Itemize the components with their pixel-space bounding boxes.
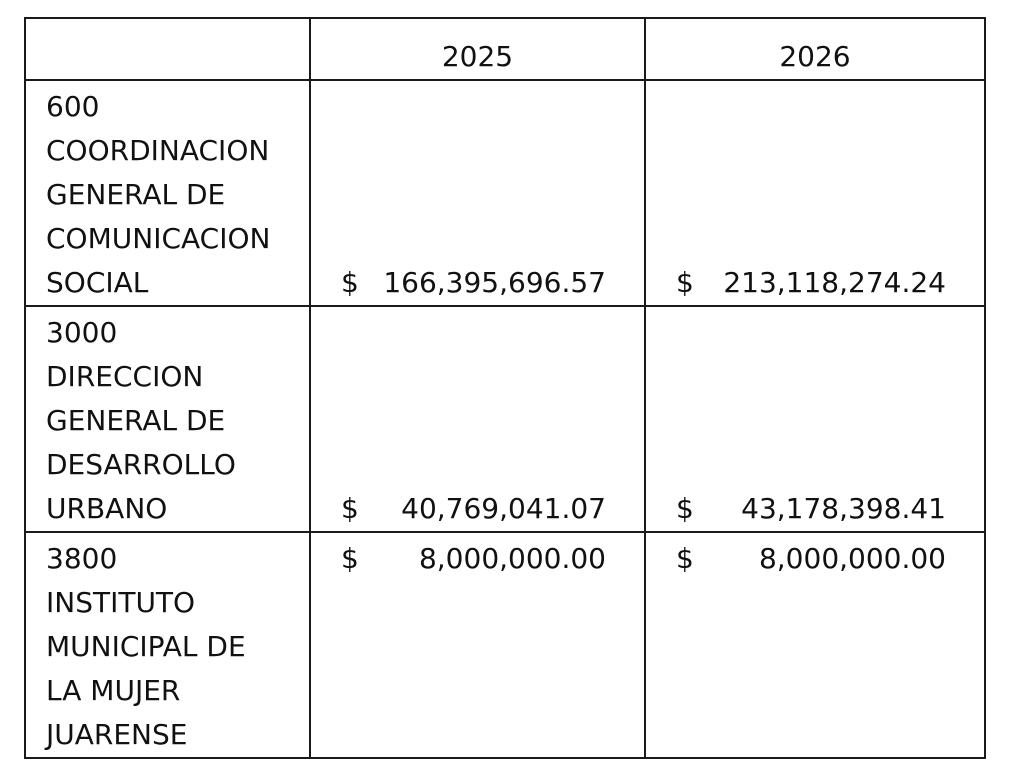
row-label-line: MUNICIPAL DE <box>46 630 246 663</box>
row-label-line: GENERAL DE <box>46 404 226 437</box>
amount <box>646 261 984 305</box>
row-label-line: DESARROLLO <box>46 448 236 481</box>
amount-value: 40,769,041.07 <box>401 492 606 525</box>
row-label-line: 600 <box>46 90 100 123</box>
row-label-line: 3000 <box>46 316 118 349</box>
amount <box>311 537 644 581</box>
row-label-line: LA MUJER <box>46 674 181 707</box>
amount-cell-2025 <box>310 80 645 306</box>
row-label-line: URBANO <box>46 492 168 525</box>
row-label <box>25 80 310 306</box>
header-row <box>25 18 985 80</box>
table-row <box>25 80 985 306</box>
amount-cell-2026 <box>645 532 985 758</box>
amount-cell-2026 <box>645 306 985 532</box>
row-label <box>25 532 310 758</box>
amount <box>311 487 644 531</box>
amount-value: 43,178,398.41 <box>741 492 946 525</box>
amount <box>646 487 984 531</box>
currency-symbol: $ <box>676 542 694 575</box>
amount-value: 166,395,696.57 <box>383 266 606 299</box>
currency-symbol: $ <box>676 492 694 525</box>
currency-symbol: $ <box>676 266 694 299</box>
currency-symbol: $ <box>341 266 359 299</box>
currency-symbol: $ <box>341 492 359 525</box>
header-year-2026: 2026 <box>645 18 985 80</box>
row-label-line: 3800 <box>46 542 118 575</box>
currency-symbol: $ <box>341 542 359 575</box>
row-label-line: SOCIAL <box>46 266 149 299</box>
budget-table <box>24 17 986 759</box>
row-label-line: INSTITUTO <box>46 586 196 619</box>
amount <box>311 261 644 305</box>
table-row <box>25 306 985 532</box>
amount-cell-2025 <box>310 306 645 532</box>
amount-cell-2025 <box>310 532 645 758</box>
row-label <box>25 306 310 532</box>
row-label-line: COMUNICACION <box>46 222 271 255</box>
table-row <box>25 532 985 758</box>
header-year-2025: 2025 <box>310 18 645 80</box>
header-label-cell <box>25 18 310 80</box>
row-label-line: GENERAL DE <box>46 178 226 211</box>
amount-value: 213,118,274.24 <box>723 266 946 299</box>
row-label-line: COORDINACION <box>46 134 270 167</box>
amount <box>646 537 984 581</box>
row-label-line: JUARENSE <box>46 718 188 751</box>
row-label-line: DIRECCION <box>46 360 204 393</box>
amount-cell-2026 <box>645 80 985 306</box>
amount-value: 8,000,000.00 <box>758 542 946 575</box>
amount-value: 8,000,000.00 <box>418 542 606 575</box>
